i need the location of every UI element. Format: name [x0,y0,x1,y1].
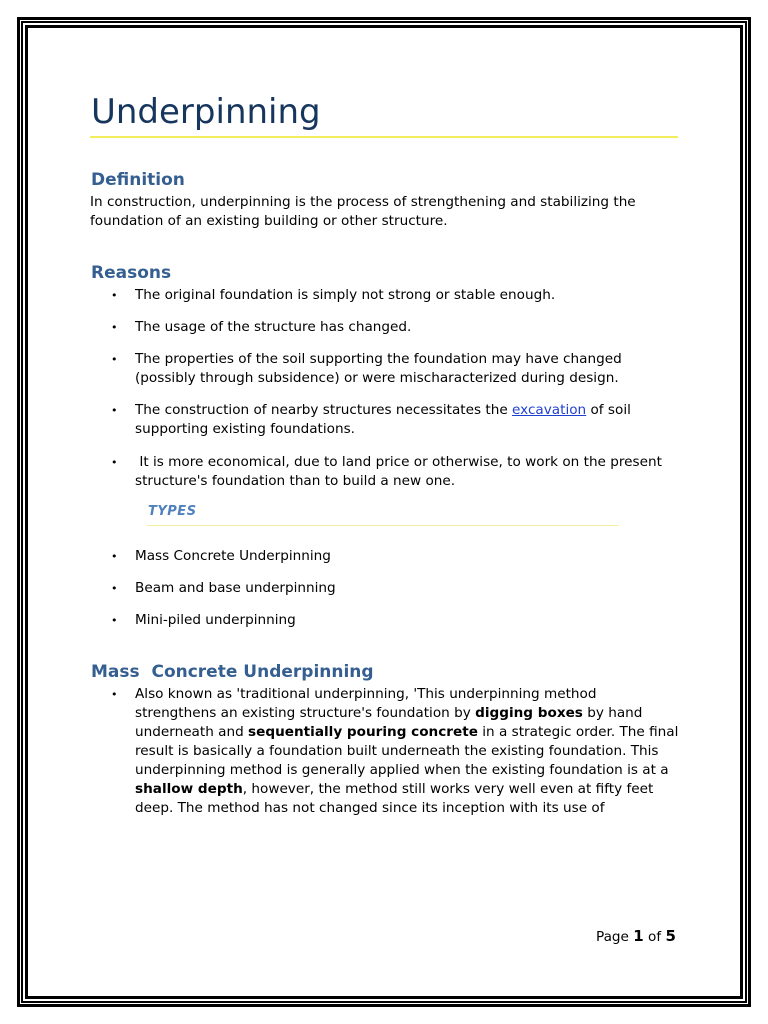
bullet-icon: • [111,688,118,701]
bullet-icon: • [111,404,118,417]
reason-text: The properties of the soil supporting the foundation may have changed (possibly through subsidence) or were mischaracterized during design. [135,351,622,386]
bullet-icon: • [111,550,118,563]
mass-concrete-text-1: Also known as 'traditional underpinning, 'This underpinning method strengthens an existing structure's foundation by [135,686,597,721]
type-text: Mass Concrete Underpinning [135,548,331,564]
bullet-icon: • [111,353,118,366]
mass-concrete-text-2: by hand underneath and [135,705,643,740]
bullet-icon: • [111,321,118,334]
list-item [111,611,680,630]
bullet-icon: • [111,456,118,469]
reason-text: The original foundation is simply not strong or stable enough. [135,287,556,303]
bullet-icon: • [111,582,118,595]
reasons-heading: Reasons [91,263,172,283]
bullet-icon: • [111,614,118,627]
mass-concrete-text-3: in a strategic order. The final result is basically a foundation built underneath the existing foundation. This underpinning method is generally applied when the existing foundation is at a [135,724,679,778]
reason-text: It is more economical, due to land price or otherwise, to work on the present structure's foundation than to build a new one. [135,454,667,489]
list-item [111,286,680,305]
page-label: Page [596,929,629,945]
definition-heading: Definition [91,170,185,190]
type-text: Mini-piled underpinning [135,612,296,628]
type-text: Beam and base underpinning [135,580,336,596]
definition-text: In construction, underpinning is the process of strengthening and stabilizing the foundation of an existing building or other structure. [90,194,636,229]
list-item [111,547,680,566]
mass-concrete-text-4: , however, the method still works very well even at fifty feet deep. The method has not changed since its inception with its use of [135,781,654,816]
mass-concrete-bold-1: digging boxes [475,705,583,721]
types-heading: TYPES [148,504,197,519]
of-label: of [648,929,662,945]
list-item [111,685,680,818]
mass-concrete-bold-2: sequentially pouring concrete [248,724,478,740]
reason-text-before-link: The construction of nearby structures necessitates the [135,402,513,418]
mass-concrete-heading: Mass Concrete Underpinning [91,662,374,682]
reason-text: The usage of the structure has changed. [135,319,412,335]
list-item [111,401,680,439]
page-current: 1 [633,927,644,945]
reason-text-after-link: of soil supporting existing foundations. [135,402,631,437]
page-total: 5 [665,927,676,945]
list-item [111,318,680,337]
page-footer [596,927,676,947]
excavation-link[interactable]: excavation [512,402,587,418]
list-item [111,350,680,388]
bullet-icon: • [111,289,118,302]
types-underline [147,525,619,526]
list-item [111,579,680,598]
list-item [111,453,680,491]
document-title: Underpinning [91,92,321,132]
title-underline [90,136,678,138]
mass-concrete-bold-3: shallow depth [135,781,243,797]
